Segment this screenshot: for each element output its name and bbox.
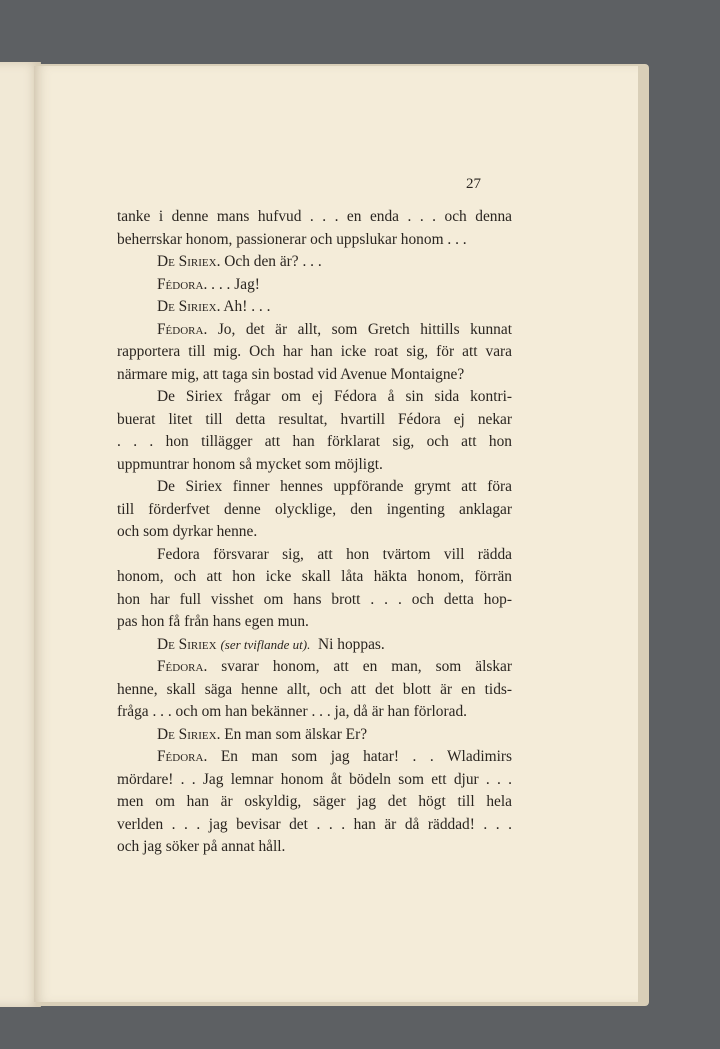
speaker-name: De Siriex. bbox=[157, 725, 221, 743]
speech-text: En man som jag hatar! . . Wladimirs bbox=[220, 748, 512, 765]
dialogue-line bbox=[117, 656, 512, 679]
text-line: buerat litet till detta resultat, hvartill Fédora ej nekar bbox=[117, 410, 512, 428]
text-line: De Siriex finner hennes uppförande grymt att föra bbox=[157, 478, 512, 495]
text-line: beherrskar honom, passionerar och uppslukar honom . . . bbox=[117, 230, 467, 248]
dialogue-line bbox=[117, 634, 512, 657]
text-line: och jag söker på annat håll. bbox=[117, 838, 286, 855]
dialogue-line bbox=[117, 724, 512, 747]
speech-text: Och den är? . . . bbox=[224, 253, 322, 270]
speaker-name: Fédora. bbox=[157, 748, 208, 765]
dialogue-line bbox=[117, 274, 512, 297]
page-number: 27 bbox=[466, 176, 481, 192]
speech-text: En man som älskar Er? bbox=[224, 725, 368, 743]
speaker-name: Fédora. bbox=[157, 320, 208, 338]
text-line: pas hon få från hans egen mun. bbox=[117, 613, 309, 630]
speaker-name: De Siriex bbox=[157, 635, 217, 653]
text-line: hon har full visshet om hans brott . . . och detta hop- bbox=[117, 590, 512, 608]
dialogue-line bbox=[117, 319, 512, 342]
text-line: De Siriex frågar om ej Fédora å sin sida kontri- bbox=[157, 388, 512, 405]
dialogue-line bbox=[117, 746, 512, 769]
text-line: och som dyrkar henne. bbox=[117, 523, 258, 540]
page-text bbox=[117, 206, 512, 859]
text-line: uppmuntrar honom så mycket som möjligt. bbox=[117, 455, 383, 473]
text-line: verlden . . . jag bevisar det . . . han är då räddad! . . . bbox=[117, 815, 512, 833]
dialogue-line bbox=[117, 296, 512, 319]
speaker-name: De Siriex. bbox=[157, 253, 221, 270]
dialogue-line bbox=[117, 251, 512, 274]
text-line: tanke i denne mans hufvud . . . en enda . . . och denna bbox=[117, 208, 512, 225]
stage-direction: (ser tviflande ut). bbox=[220, 636, 311, 652]
speech-text: Ni hoppas. bbox=[318, 635, 385, 653]
text-line: fråga . . . och om han bekänner . . . ja, då är han förlorad. bbox=[117, 703, 467, 720]
text-line: henne, skall säga henne allt, och att det blott är en tids- bbox=[117, 680, 512, 698]
text-line: . . . hon tillägger att han förklarat sig, och att hon bbox=[117, 433, 512, 450]
speech-text: . . . Jag! bbox=[211, 275, 260, 293]
text-line: rapportera till mig. Och har han icke roat sig, för att vara bbox=[117, 343, 512, 360]
speech-text: svarar honom, att en man, som älskar bbox=[221, 658, 512, 675]
text-line: närmare mig, att taga sin bostad vid Avenue Montaigne? bbox=[117, 365, 465, 383]
text-line: mördare! . . Jag lemnar honom åt bödeln som ett djur . . . bbox=[117, 770, 512, 788]
text-line: men om han är oskyldig, säger jag det högt till hela bbox=[117, 793, 512, 810]
speaker-name: Fédora. bbox=[157, 658, 208, 675]
speech-text: Ah! . . . bbox=[223, 298, 271, 315]
speaker-name: De Siriex. bbox=[157, 298, 221, 315]
text-line: till förderfvet denne olycklige, den ingenting anklagar bbox=[117, 500, 512, 518]
speech-text: Jo, det är allt, som Gretch hittills kunnat bbox=[217, 320, 512, 338]
text-line: honom, och att hon icke skall låta häkta honom, förrän bbox=[117, 568, 512, 585]
speaker-name: Fédora. bbox=[157, 275, 208, 293]
text-line: Fedora försvarar sig, att hon tvärtom vill rädda bbox=[157, 545, 512, 563]
